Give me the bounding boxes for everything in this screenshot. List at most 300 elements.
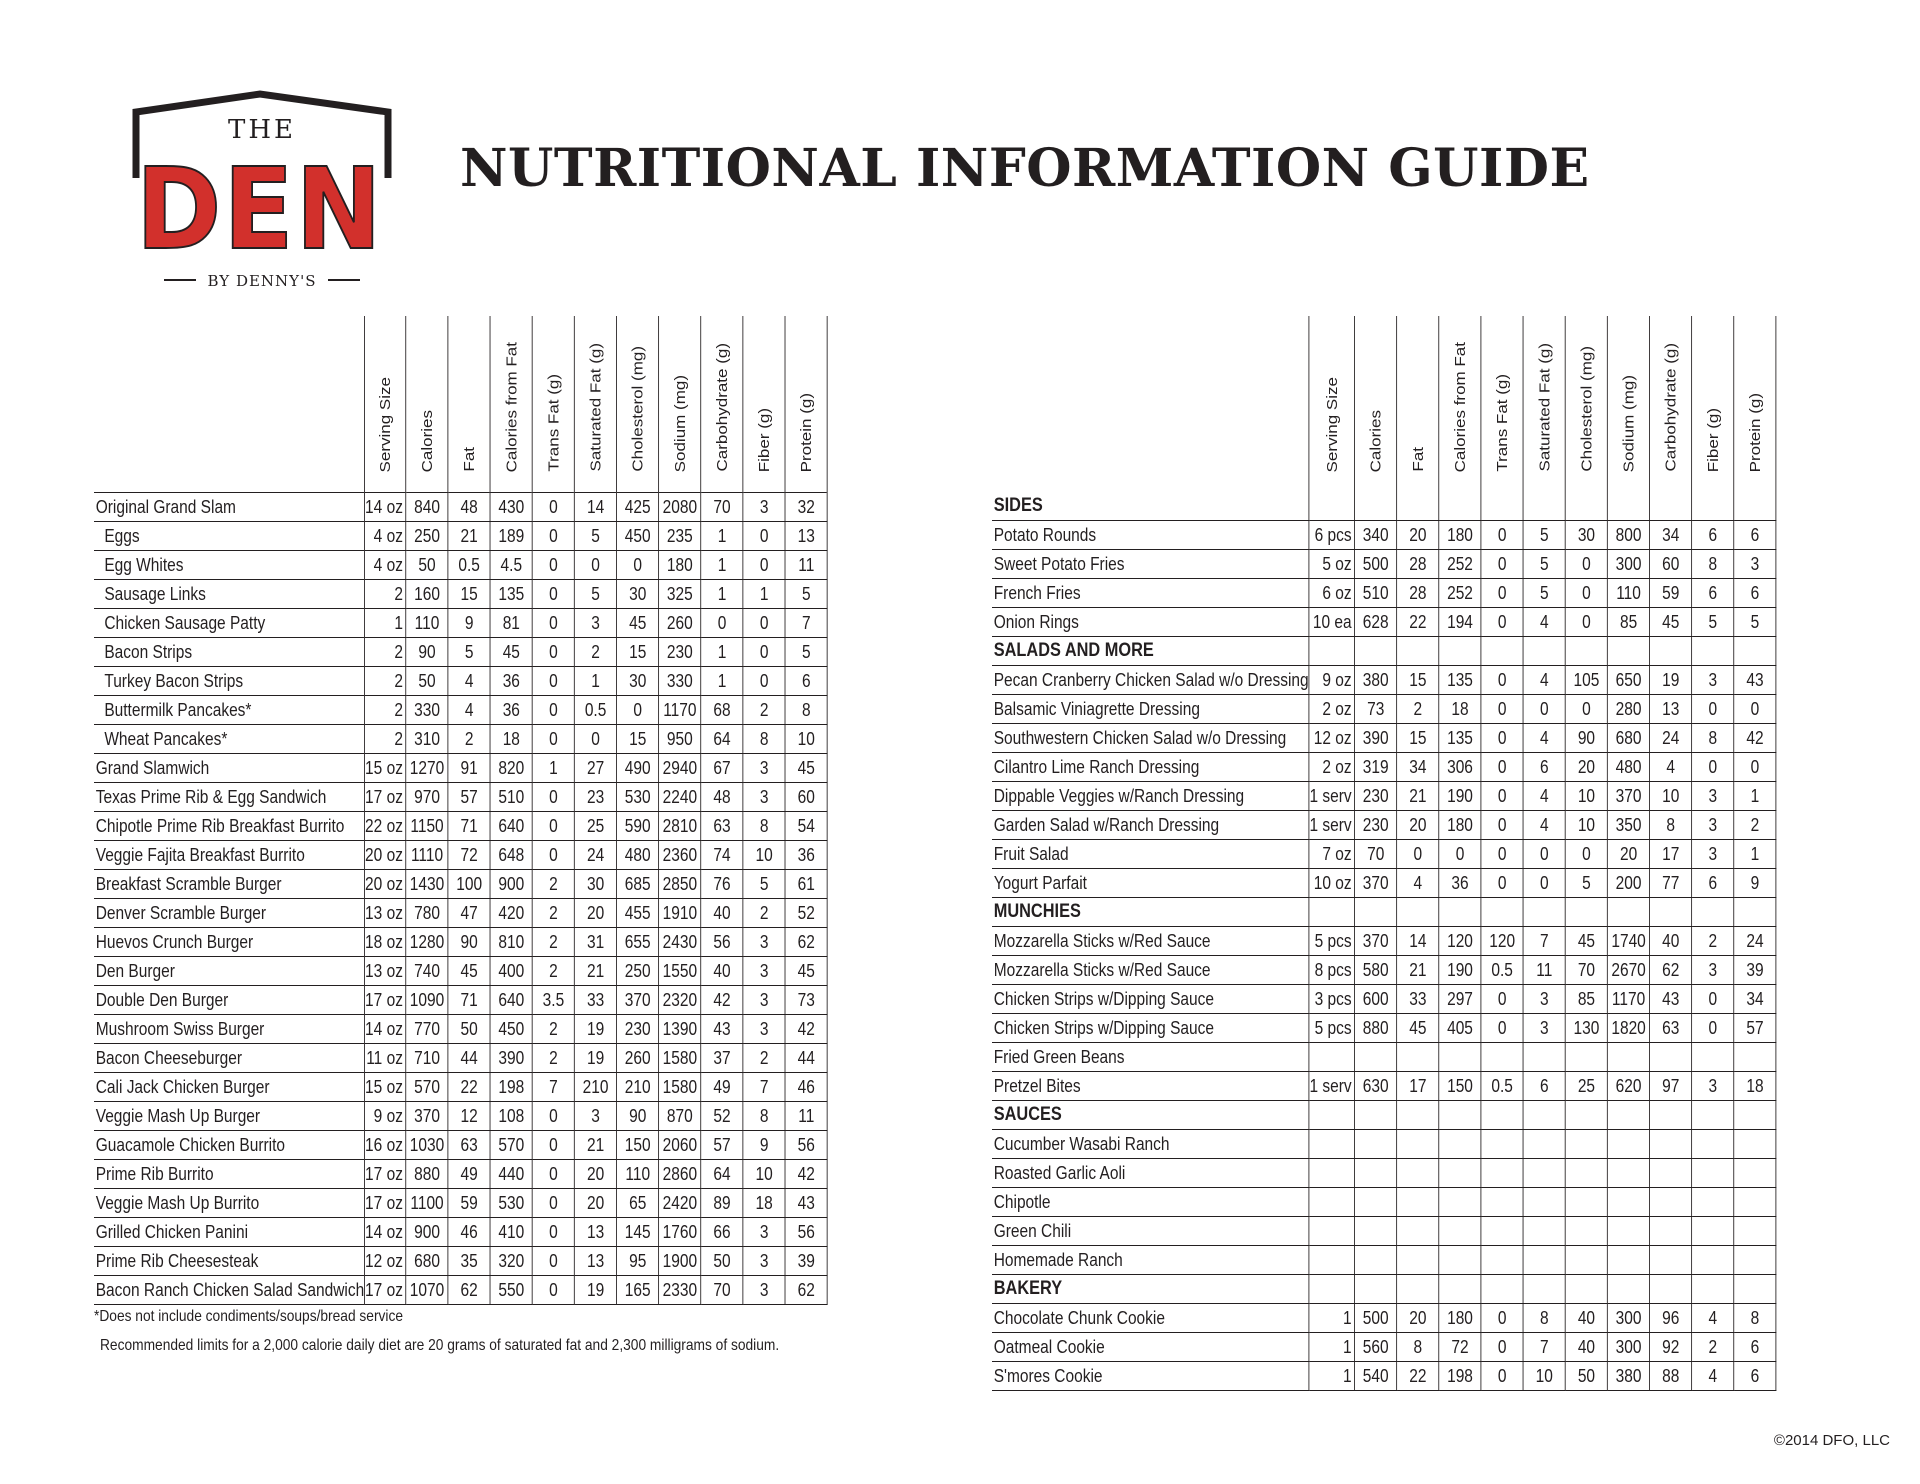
- item-name: Southwestern Chicken Salad w/o Dressing: [992, 724, 1309, 753]
- column-header: [490, 316, 532, 493]
- value-cell: 10: [1565, 782, 1607, 811]
- value-cell: 0: [743, 667, 785, 696]
- value-cell: [1397, 1130, 1439, 1159]
- section-row: [992, 1275, 1776, 1304]
- column-header-label: Calories: [1367, 409, 1384, 472]
- item-name: Veggie Mash Up Burrito: [94, 1189, 365, 1218]
- value-cell: 2: [1734, 811, 1776, 840]
- table-row: [94, 1073, 827, 1102]
- value-cell: 0: [532, 812, 574, 841]
- value-cell: 0: [743, 551, 785, 580]
- value-cell: 0: [1481, 695, 1523, 724]
- value-cell: 2: [743, 899, 785, 928]
- table-row: [94, 1044, 827, 1073]
- value-cell: 0: [1397, 840, 1439, 869]
- value-cell: 1: [1309, 1304, 1355, 1333]
- value-cell: 370: [617, 986, 659, 1015]
- logo-main-text: DEN: [135, 144, 384, 276]
- column-header: [448, 316, 490, 493]
- value-cell: 70: [701, 493, 743, 522]
- value-cell: 145: [617, 1218, 659, 1247]
- value-cell: 6: [1692, 579, 1734, 608]
- value-cell: [1397, 1188, 1439, 1217]
- nutrition-table-right: [992, 316, 1776, 1391]
- empty-cell: [1355, 1275, 1397, 1304]
- value-cell: 43: [785, 1189, 827, 1218]
- value-cell: 2670: [1608, 956, 1650, 985]
- item-name: Guacamole Chicken Burrito: [94, 1131, 365, 1160]
- value-cell: 64: [701, 725, 743, 754]
- value-cell: 24: [1734, 927, 1776, 956]
- value-cell: 3: [1692, 1072, 1734, 1101]
- value-cell: 7 oz: [1309, 840, 1355, 869]
- value-cell: 0: [532, 667, 574, 696]
- value-cell: [1692, 1188, 1734, 1217]
- item-name: Sausage Links: [94, 580, 365, 609]
- item-name: Prime Rib Burrito: [94, 1160, 365, 1189]
- value-cell: 1 serv: [1309, 811, 1355, 840]
- empty-cell: [1481, 637, 1523, 666]
- value-cell: 5: [1523, 521, 1565, 550]
- column-header-label: Trans Fat (g): [545, 374, 562, 472]
- item-name: Double Den Burger: [94, 986, 365, 1015]
- table-row: [992, 724, 1776, 753]
- right-table-body: [992, 492, 1776, 1391]
- value-cell: 1: [701, 667, 743, 696]
- value-cell: 306: [1439, 753, 1481, 782]
- table-row: [992, 666, 1776, 695]
- value-cell: 680: [1608, 724, 1650, 753]
- value-cell: 68: [701, 696, 743, 725]
- value-cell: 9 oz: [365, 1102, 406, 1131]
- value-cell: 40: [701, 957, 743, 986]
- table-row: [992, 1217, 1776, 1246]
- value-cell: [1397, 1217, 1439, 1246]
- value-cell: 1: [575, 667, 617, 696]
- value-cell: 235: [659, 522, 701, 551]
- column-header-label: Sodium (mg): [671, 374, 689, 472]
- value-cell: 63: [1650, 1014, 1692, 1043]
- value-cell: 2: [532, 957, 574, 986]
- table-row: [992, 985, 1776, 1014]
- value-cell: 800: [1608, 521, 1650, 550]
- value-cell: 54: [785, 812, 827, 841]
- value-cell: 12 oz: [1309, 724, 1355, 753]
- value-cell: 340: [1355, 521, 1397, 550]
- value-cell: 0: [532, 1276, 574, 1305]
- empty-cell: [1608, 492, 1650, 521]
- value-cell: 0: [1481, 1304, 1523, 1333]
- value-cell: 20 oz: [365, 841, 406, 870]
- value-cell: 63: [701, 812, 743, 841]
- column-header: [701, 316, 743, 493]
- value-cell: 22 oz: [365, 812, 406, 841]
- footnote-recommended-limits: Recommended limits for a 2,000 calorie daily diet are 20 grams of saturated fat and 2,300 milligrams of sodium.: [100, 1337, 780, 1354]
- value-cell: 260: [617, 1044, 659, 1073]
- item-name: Mushroom Swiss Burger: [94, 1015, 365, 1044]
- empty-cell: [1355, 637, 1397, 666]
- value-cell: 0: [532, 493, 574, 522]
- value-cell: 70: [1565, 956, 1607, 985]
- value-cell: 9: [743, 1131, 785, 1160]
- column-header: [575, 316, 617, 493]
- value-cell: 0: [532, 841, 574, 870]
- value-cell: 7: [532, 1073, 574, 1102]
- value-cell: 0: [532, 1131, 574, 1160]
- table-row: [992, 753, 1776, 782]
- value-cell: 85: [1608, 608, 1650, 637]
- value-cell: 1900: [659, 1247, 701, 1276]
- value-cell: 0: [1565, 695, 1607, 724]
- value-cell: 1: [532, 754, 574, 783]
- empty-cell: [1481, 492, 1523, 521]
- value-cell: 43: [1650, 985, 1692, 1014]
- value-cell: [1608, 1130, 1650, 1159]
- value-cell: 180: [659, 551, 701, 580]
- value-cell: 17 oz: [365, 783, 406, 812]
- value-cell: 0: [1523, 695, 1565, 724]
- value-cell: 2 oz: [1309, 753, 1355, 782]
- column-header: [1523, 316, 1565, 492]
- item-name: Chicken Strips w/Dipping Sauce: [992, 985, 1309, 1014]
- empty-cell: [1523, 898, 1565, 927]
- value-cell: 14 oz: [365, 1015, 406, 1044]
- value-cell: 30: [575, 870, 617, 899]
- value-cell: 1: [1309, 1362, 1355, 1391]
- value-cell: 2: [743, 696, 785, 725]
- value-cell: 36: [785, 841, 827, 870]
- value-cell: 48: [448, 493, 490, 522]
- value-cell: 13: [575, 1247, 617, 1276]
- value-cell: 4: [1523, 666, 1565, 695]
- item-name: Eggs: [94, 522, 365, 551]
- value-cell: [1481, 1043, 1523, 1072]
- value-cell: [1608, 1217, 1650, 1246]
- value-cell: [1439, 1246, 1481, 1275]
- value-cell: [1355, 1246, 1397, 1275]
- value-cell: 370: [1355, 927, 1397, 956]
- value-cell: 6: [1692, 869, 1734, 898]
- value-cell: 440: [490, 1160, 532, 1189]
- value-cell: 600: [1355, 985, 1397, 1014]
- value-cell: 45: [785, 957, 827, 986]
- value-cell: 2: [365, 580, 406, 609]
- value-cell: 300: [1608, 550, 1650, 579]
- table-row: [992, 1188, 1776, 1217]
- value-cell: 3: [743, 493, 785, 522]
- value-cell: 3.5: [532, 986, 574, 1015]
- empty-cell: [1734, 1101, 1776, 1130]
- value-cell: 4: [1523, 608, 1565, 637]
- value-cell: 1: [701, 638, 743, 667]
- value-cell: 560: [1355, 1333, 1397, 1362]
- value-cell: 43: [701, 1015, 743, 1044]
- value-cell: [1523, 1217, 1565, 1246]
- value-cell: 590: [617, 812, 659, 841]
- value-cell: 230: [617, 1015, 659, 1044]
- value-cell: 10: [743, 1160, 785, 1189]
- value-cell: 9 oz: [1309, 666, 1355, 695]
- item-name: Veggie Mash Up Burger: [94, 1102, 365, 1131]
- value-cell: 2: [532, 928, 574, 957]
- empty-cell: [1523, 1275, 1565, 1304]
- value-cell: 450: [617, 522, 659, 551]
- table-row: [94, 870, 827, 899]
- value-cell: 180: [1439, 521, 1481, 550]
- value-cell: 108: [490, 1102, 532, 1131]
- value-cell: [1565, 1217, 1607, 1246]
- item-name: Balsamic Viniagrette Dressing: [992, 695, 1309, 724]
- value-cell: 34: [1734, 985, 1776, 1014]
- table-row: [94, 754, 827, 783]
- value-cell: 42: [701, 986, 743, 1015]
- value-cell: 820: [490, 754, 532, 783]
- value-cell: 20: [1397, 1304, 1439, 1333]
- value-cell: 540: [1355, 1362, 1397, 1391]
- table-row: [992, 550, 1776, 579]
- value-cell: 22: [448, 1073, 490, 1102]
- value-cell: 20 oz: [365, 870, 406, 899]
- value-cell: 0: [1481, 1333, 1523, 1362]
- value-cell: 50: [448, 1015, 490, 1044]
- value-cell: 62: [785, 1276, 827, 1305]
- value-cell: [1309, 1188, 1355, 1217]
- value-cell: 1170: [1608, 985, 1650, 1014]
- empty-cell: [1309, 898, 1355, 927]
- value-cell: 0: [1565, 579, 1607, 608]
- column-header: [1692, 316, 1734, 492]
- value-cell: [1481, 1130, 1523, 1159]
- value-cell: 2: [365, 725, 406, 754]
- value-cell: [1650, 1043, 1692, 1072]
- value-cell: 90: [406, 638, 448, 667]
- value-cell: 3: [743, 928, 785, 957]
- value-cell: 33: [575, 986, 617, 1015]
- column-header-label: Fiber (g): [755, 407, 773, 472]
- value-cell: 0: [532, 725, 574, 754]
- value-cell: 3: [743, 1276, 785, 1305]
- value-cell: 10: [785, 725, 827, 754]
- value-cell: 31: [575, 928, 617, 957]
- value-cell: [1397, 1043, 1439, 1072]
- value-cell: 319: [1355, 753, 1397, 782]
- value-cell: 7: [1523, 927, 1565, 956]
- value-cell: 8: [1397, 1333, 1439, 1362]
- value-cell: 650: [1608, 666, 1650, 695]
- value-cell: 0: [575, 551, 617, 580]
- empty-cell: [1650, 1101, 1692, 1130]
- value-cell: 4: [448, 696, 490, 725]
- item-name: Fruit Salad: [992, 840, 1309, 869]
- section-row: [992, 898, 1776, 927]
- value-cell: 20: [1397, 811, 1439, 840]
- value-cell: 45: [1650, 608, 1692, 637]
- value-cell: 73: [785, 986, 827, 1015]
- value-cell: 0: [532, 609, 574, 638]
- value-cell: 36: [1439, 869, 1481, 898]
- value-cell: 0: [532, 1247, 574, 1276]
- value-cell: 17: [1650, 840, 1692, 869]
- value-cell: 42: [785, 1160, 827, 1189]
- value-cell: 0: [1481, 840, 1523, 869]
- value-cell: [1523, 1188, 1565, 1217]
- value-cell: 1580: [659, 1073, 701, 1102]
- empty-cell: [1608, 898, 1650, 927]
- value-cell: 11: [785, 551, 827, 580]
- value-cell: 480: [617, 841, 659, 870]
- value-cell: 0: [617, 551, 659, 580]
- item-name: Yogurt Parfait: [992, 869, 1309, 898]
- column-header-label: Carbohydrate (g): [1662, 343, 1679, 472]
- section-title: SALADS AND MORE: [992, 637, 1309, 666]
- value-cell: [1692, 1217, 1734, 1246]
- value-cell: 0: [1481, 666, 1523, 695]
- value-cell: 0: [743, 609, 785, 638]
- value-cell: 96: [1650, 1304, 1692, 1333]
- value-cell: 1030: [406, 1131, 448, 1160]
- value-cell: 900: [406, 1218, 448, 1247]
- column-header-label: Calories: [418, 409, 436, 472]
- value-cell: 8: [1692, 724, 1734, 753]
- header-row: [94, 316, 827, 493]
- value-cell: [1692, 1246, 1734, 1275]
- value-cell: 15 oz: [365, 754, 406, 783]
- value-cell: 165: [617, 1276, 659, 1305]
- value-cell: 330: [659, 667, 701, 696]
- value-cell: 37: [701, 1044, 743, 1073]
- value-cell: 2: [575, 638, 617, 667]
- value-cell: 30: [617, 667, 659, 696]
- value-cell: 30: [1565, 521, 1607, 550]
- value-cell: [1734, 1188, 1776, 1217]
- value-cell: 1: [701, 551, 743, 580]
- value-cell: 0: [1439, 840, 1481, 869]
- value-cell: 3: [743, 986, 785, 1015]
- value-cell: 64: [701, 1160, 743, 1189]
- section-title: MUNCHIES: [992, 898, 1309, 927]
- value-cell: 370: [1608, 782, 1650, 811]
- value-cell: 740: [406, 957, 448, 986]
- value-cell: 530: [617, 783, 659, 812]
- table-row: [94, 986, 827, 1015]
- item-name: Pretzel Bites: [992, 1072, 1309, 1101]
- value-cell: 40: [1565, 1333, 1607, 1362]
- logo-top-text: THE: [228, 115, 296, 145]
- item-name: Dippable Veggies w/Ranch Dressing: [992, 782, 1309, 811]
- value-cell: 0: [1523, 840, 1565, 869]
- value-cell: 21: [448, 522, 490, 551]
- value-cell: 46: [785, 1073, 827, 1102]
- empty-cell: [1309, 1275, 1355, 1304]
- value-cell: 120: [1481, 927, 1523, 956]
- value-cell: 97: [1650, 1072, 1692, 1101]
- header-spacer: [992, 316, 1309, 492]
- value-cell: 90: [448, 928, 490, 957]
- value-cell: 17: [1397, 1072, 1439, 1101]
- value-cell: 2320: [659, 986, 701, 1015]
- value-cell: 45: [1397, 1014, 1439, 1043]
- value-cell: 2860: [659, 1160, 701, 1189]
- table-row: [94, 493, 827, 522]
- table-row: [992, 1014, 1776, 1043]
- value-cell: 43: [1734, 666, 1776, 695]
- value-cell: 325: [659, 580, 701, 609]
- value-cell: 1: [1309, 1333, 1355, 1362]
- value-cell: 73: [1355, 695, 1397, 724]
- value-cell: 25: [1565, 1072, 1607, 1101]
- value-cell: 81: [490, 609, 532, 638]
- empty-cell: [1355, 1101, 1397, 1130]
- value-cell: 10 ea: [1309, 608, 1355, 637]
- column-header: [1439, 316, 1481, 492]
- item-name: Onion Rings: [992, 608, 1309, 637]
- value-cell: 8: [1650, 811, 1692, 840]
- value-cell: [1565, 1043, 1607, 1072]
- value-cell: 950: [659, 725, 701, 754]
- value-cell: 13: [575, 1218, 617, 1247]
- value-cell: 194: [1439, 608, 1481, 637]
- item-name: Fried Green Beans: [992, 1043, 1309, 1072]
- value-cell: 65: [617, 1189, 659, 1218]
- table-row: [992, 579, 1776, 608]
- value-cell: [1608, 1246, 1650, 1275]
- value-cell: 23: [575, 783, 617, 812]
- value-cell: 71: [448, 812, 490, 841]
- value-cell: 135: [1439, 666, 1481, 695]
- value-cell: 4: [1523, 782, 1565, 811]
- value-cell: 0: [532, 551, 574, 580]
- value-cell: 0: [1481, 869, 1523, 898]
- value-cell: 16 oz: [365, 1131, 406, 1160]
- value-cell: 2: [365, 696, 406, 725]
- value-cell: [1355, 1159, 1397, 1188]
- value-cell: 380: [1608, 1362, 1650, 1391]
- item-name: Sweet Potato Fries: [992, 550, 1309, 579]
- value-cell: 67: [701, 754, 743, 783]
- empty-cell: [1523, 1101, 1565, 1130]
- item-name: Roasted Garlic Aoli: [992, 1159, 1309, 1188]
- value-cell: [1650, 1159, 1692, 1188]
- column-header-label: Fiber (g): [1704, 407, 1722, 472]
- value-cell: [1692, 1043, 1734, 1072]
- item-name: Bacon Strips: [94, 638, 365, 667]
- value-cell: 15: [1397, 724, 1439, 753]
- table-row: [94, 696, 827, 725]
- value-cell: 11: [785, 1102, 827, 1131]
- value-cell: 50: [701, 1247, 743, 1276]
- value-cell: 4 oz: [365, 522, 406, 551]
- table-row: [992, 927, 1776, 956]
- value-cell: 33: [1397, 985, 1439, 1014]
- value-cell: 3: [743, 1015, 785, 1044]
- value-cell: [1650, 1188, 1692, 1217]
- value-cell: 28: [1397, 550, 1439, 579]
- table-row: [992, 521, 1776, 550]
- value-cell: 34: [1650, 521, 1692, 550]
- value-cell: 0: [1523, 869, 1565, 898]
- value-cell: [1309, 1217, 1355, 1246]
- value-cell: 59: [448, 1189, 490, 1218]
- value-cell: 62: [785, 928, 827, 957]
- value-cell: 2: [532, 899, 574, 928]
- value-cell: 13 oz: [365, 957, 406, 986]
- item-name: Buttermilk Pancakes*: [94, 696, 365, 725]
- column-header: [1650, 316, 1692, 492]
- value-cell: 1740: [1608, 927, 1650, 956]
- value-cell: 0: [1692, 1014, 1734, 1043]
- value-cell: 380: [1355, 666, 1397, 695]
- value-cell: 70: [1355, 840, 1397, 869]
